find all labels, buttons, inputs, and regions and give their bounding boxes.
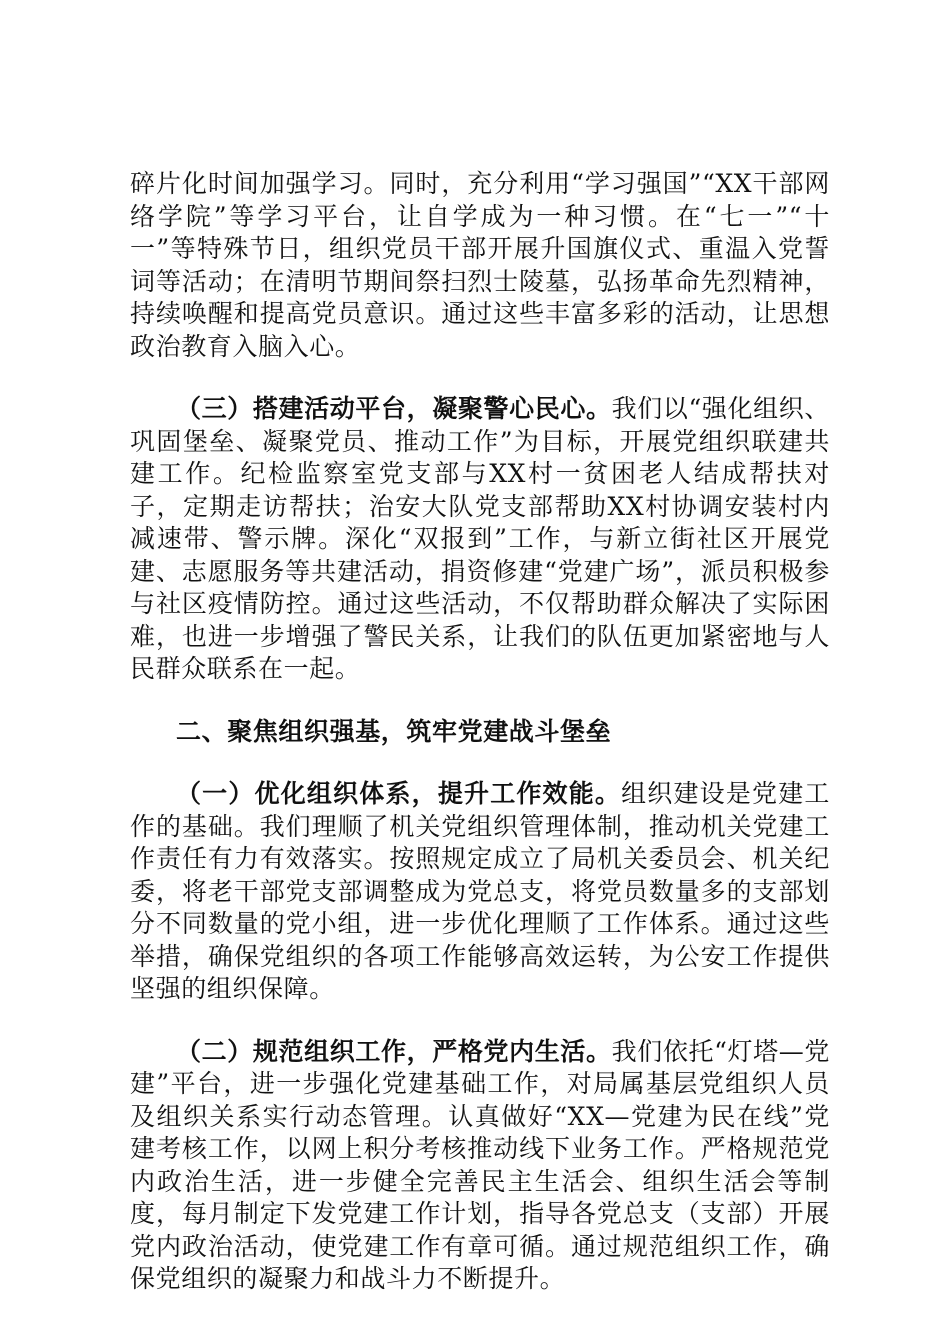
paragraph-text: 碎片化时间加强学习。同时，充分利用“学习强国”“XX干部网络学院”等学习平台，让自学成为一种习惯。在“七一”“十一”等特殊节日，组织党员干部开展升国旗仪式、重温入党誓词等活动；在清明节期间祭扫烈士陵墓，弘扬革命先烈精神，持续唤醒和提高党员意识。通过这些丰富多彩的活动，让思想政治教育入脑入心。 bbox=[130, 169, 830, 361]
paragraph-text: 组织建设是党建工作的基础。我们理顺了机关党组织管理体制，推动机关党建工作责任有力有效落实。按照规定成立了局机关委员会、机关纪委，将老干部党支部调整成为党总支，将党员数量多的支部划分不同数量的党小组，进一步优化理顺了工作体系。通过这些举措，确保党组织的各项工作能够高效运转，为公安工作提供坚强的组织保障。 bbox=[130, 779, 830, 1003]
paragraph-lead: （二）规范组织工作，严格党内生活。 bbox=[176, 1036, 612, 1066]
paragraph-continuation bbox=[130, 168, 830, 363]
document-body bbox=[130, 168, 830, 1326]
section-heading: 二、聚焦组织强基，筑牢党建战斗堡垒 bbox=[176, 716, 612, 746]
paragraph-platform bbox=[130, 393, 830, 686]
paragraph-organization-system bbox=[130, 778, 830, 1006]
paragraph-organization-work bbox=[130, 1036, 830, 1296]
paragraph-lead: （三）搭建活动平台，凝聚警心民心。 bbox=[176, 394, 612, 423]
paragraph-text: 我们依托“灯塔—党建”平台，进一步强化党建基础工作，对局属基层党组织人员及组织关系实行动态管理。认真做好“XX—党建为民在线”党建考核工作，以网上积分考核推动线下业务工作。严格规范党内政治生活，进一步健全完善民主生活会、组织生活会等制度，每月制定下发党建工作计划，指导各党总支（支部）开展党内政治活动，使党建工作有章可循。通过规范组织工作，确保党组织的凝聚力和战斗力不断提升。 bbox=[130, 1036, 831, 1293]
paragraph-text: 我们以“强化组织、巩固堡垒、凝聚党员、推动工作”为目标，开展党组织联建共建工作。纪检监察室党支部与XX村一贫困老人结成帮扶对子，定期走访帮扶；治安大队党支部帮助XX村协调安装村内减速带、警示牌。深化“双报到”工作，与新立街社区开展党建、志愿服务等共建活动，捐资修建“党建广场”，派员积极参与社区疫情防控。通过这些活动，不仅帮助群众解决了实际困难，也进一步增强了警民关系，让我们的队伍更加紧密地与人民群众联系在一起。 bbox=[130, 394, 831, 683]
paragraph-lead: （一）优化组织体系，提升工作效能。 bbox=[176, 779, 622, 808]
